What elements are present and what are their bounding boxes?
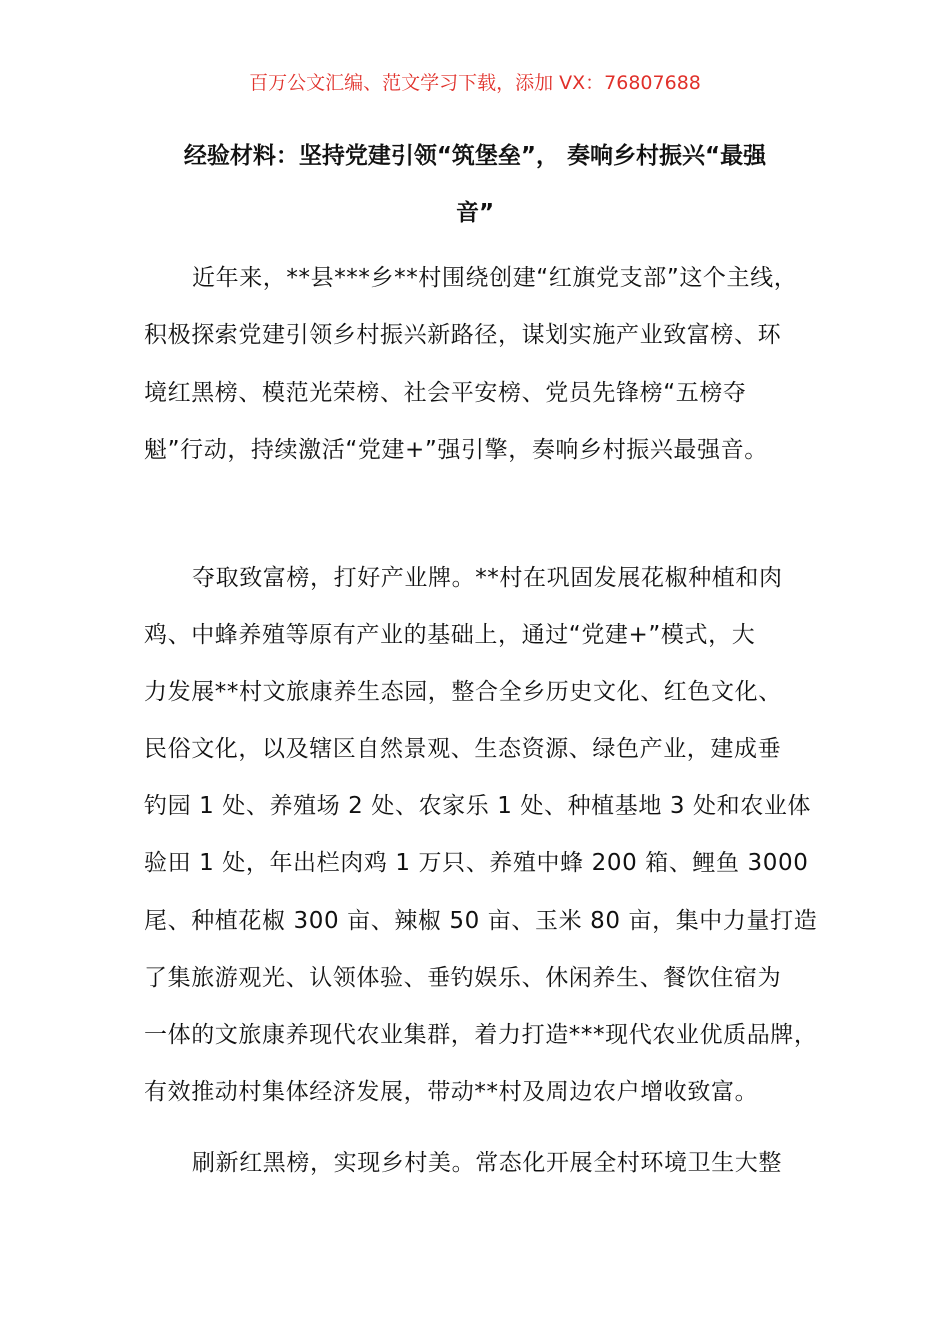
text-line: 鸡、中蜂养殖等原有产业的基础上，通过“党建+”模式，大	[144, 622, 756, 648]
watermark-header: 百万公文汇编、范文学习下载，添加 VX：76807688	[249, 72, 701, 94]
text-line: 验田 1 处，年出栏肉鸡 1 万只、养殖中蜂 200 箱、鲤鱼 3000	[144, 850, 809, 876]
text-line: 有效推动村集体经济发展，带动**村及周边农户增收致富。	[144, 1079, 759, 1105]
text-line: 钓园 1 处、养殖场 2 处、农家乐 1 处、种植基地 3 处和农业体	[144, 793, 812, 819]
document-title-line-1: 经验材料：坚持党建引领“筑堡垒”， 奏响乡村振兴“最强	[183, 143, 767, 169]
text-line: 民俗文化，以及辖区自然景观、生态资源、绿色产业，建成垂	[144, 736, 782, 762]
text-line: 刷新红黑榜，实现乡村美。常态化开展全村环境卫生大整	[192, 1150, 782, 1176]
document-title-line-2: 音”	[455, 200, 495, 226]
text-line: 一体的文旅康养现代农业集群，着力打造***现代农业优质品牌，	[144, 1022, 818, 1048]
text-line: 尾、种植花椒 300 亩、辣椒 50 亩、玉米 80 亩，集中力量打造	[144, 908, 818, 934]
text-line: 夺取致富榜，打好产业牌。**村在巩固发展花椒种植和肉	[192, 565, 783, 591]
text-line: 魁”行动，持续激活“党建+”强引擎，奏响乡村振兴最强音。	[144, 437, 768, 463]
text-line: 境红黑榜、模范光荣榜、社会平安榜、党员先锋榜“五榜夺	[144, 380, 747, 406]
text-line: 积极探索党建引领乡村振兴新路径，谋划实施产业致富榜、环	[144, 322, 782, 348]
text-line: 了集旅游观光、认领体验、垂钓娱乐、休闲养生、餐饮住宿为	[144, 965, 782, 991]
text-line: 近年来，**县***乡**村围绕创建“红旗党支部”这个主线，	[192, 265, 798, 291]
text-line: 力发展**村文旅康养生态园，整合全乡历史文化、红色文化、	[144, 679, 782, 705]
